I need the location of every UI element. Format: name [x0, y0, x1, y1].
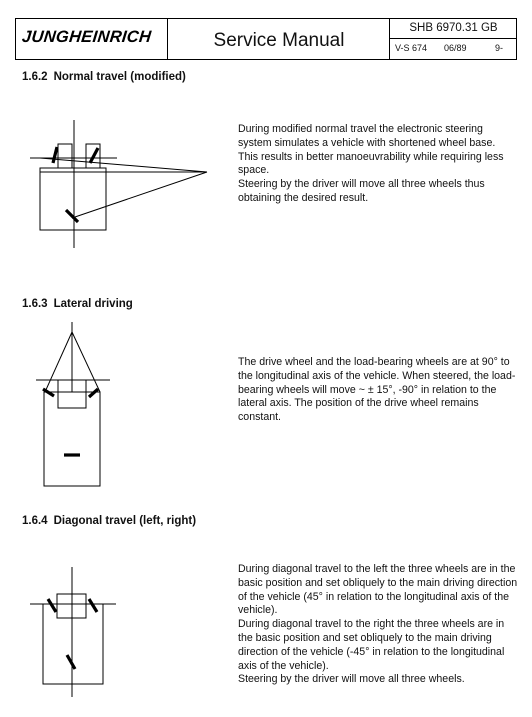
- document-header: [15, 18, 517, 60]
- paragraph: During modified normal travel the electronic steering system simulates a vehicle with shortened wheel base. This results in better manoeuvrability while requiring less space.: [238, 123, 504, 177]
- diagonal-travel-diagram: [0, 560, 230, 700]
- turning-line-lower: [72, 172, 207, 218]
- left-load-wheel: [48, 599, 56, 612]
- drive-wheel: [66, 210, 78, 222]
- company-logo: JUNGHEINRICH: [21, 28, 153, 46]
- vehicle-body: [44, 392, 100, 486]
- paragraph: During diagonal travel to the left the three wheels are in the basic position and set obliquely to the main driving direction of the vehicle (45° in relation to the longitudinal axis of the vehicle).: [238, 563, 518, 617]
- turning-line-upper: [40, 158, 207, 172]
- paragraph: Steering by the driver will move all three wheels.: [238, 673, 465, 686]
- issue-date: 06/89: [444, 43, 467, 53]
- left-load-wheel: [53, 147, 57, 163]
- normal-travel-diagram: [0, 110, 230, 255]
- vehicle-body: [40, 168, 106, 230]
- logo-cell: [16, 19, 168, 59]
- document-number: SHB 6970.31 GB: [390, 19, 517, 39]
- section-title: Diagonal travel (left, right): [53, 515, 197, 527]
- lateral-driving-diagram: [0, 320, 230, 500]
- section-title: Lateral driving: [53, 298, 133, 310]
- vehicle-body: [43, 604, 103, 684]
- right-load-wheel: [89, 389, 98, 397]
- section-text-normal-travel: [238, 123, 518, 206]
- section-title: Normal travel (modified): [53, 71, 186, 83]
- section-text-diagonal-travel: [238, 563, 518, 687]
- section-heading-diagonal-travel: [22, 515, 196, 527]
- version-code: V-S 674: [395, 43, 428, 53]
- manual-title: Service Manual: [213, 30, 345, 51]
- section-number: 1.6.4: [22, 515, 48, 527]
- paragraph: During diagonal travel to the right the three wheels are in the basic position and set obliquely to the main driving direction of the vehicle (-45° in relation to the longitudinal axis of the vehicle).: [238, 618, 505, 672]
- section-text-lateral-driving: [238, 356, 518, 425]
- drive-wheel: [67, 655, 75, 669]
- left-fork-arm: [58, 144, 72, 168]
- page-number: 9-: [495, 43, 504, 53]
- section-number: 1.6.2: [22, 71, 48, 83]
- right-load-wheel: [89, 599, 97, 612]
- paragraph: Steering by the driver will move all three wheels thus obtaining the desired result.: [238, 178, 485, 204]
- section-number: 1.6.3: [22, 298, 48, 310]
- paragraph: The drive wheel and the load-bearing wheels are at 90° to the longitudinal axis of the vehicle. When steered, the load-bearing wheels will move ~ ± 15°, -90° in relation to the lateral axis. The position of the drive wheel remains constant.: [238, 356, 516, 424]
- section-heading-normal-travel: [22, 71, 186, 83]
- doc-info-cell: [390, 19, 517, 59]
- title-cell: [168, 19, 390, 59]
- section-heading-lateral-driving: [22, 298, 133, 310]
- right-load-wheel: [90, 148, 98, 163]
